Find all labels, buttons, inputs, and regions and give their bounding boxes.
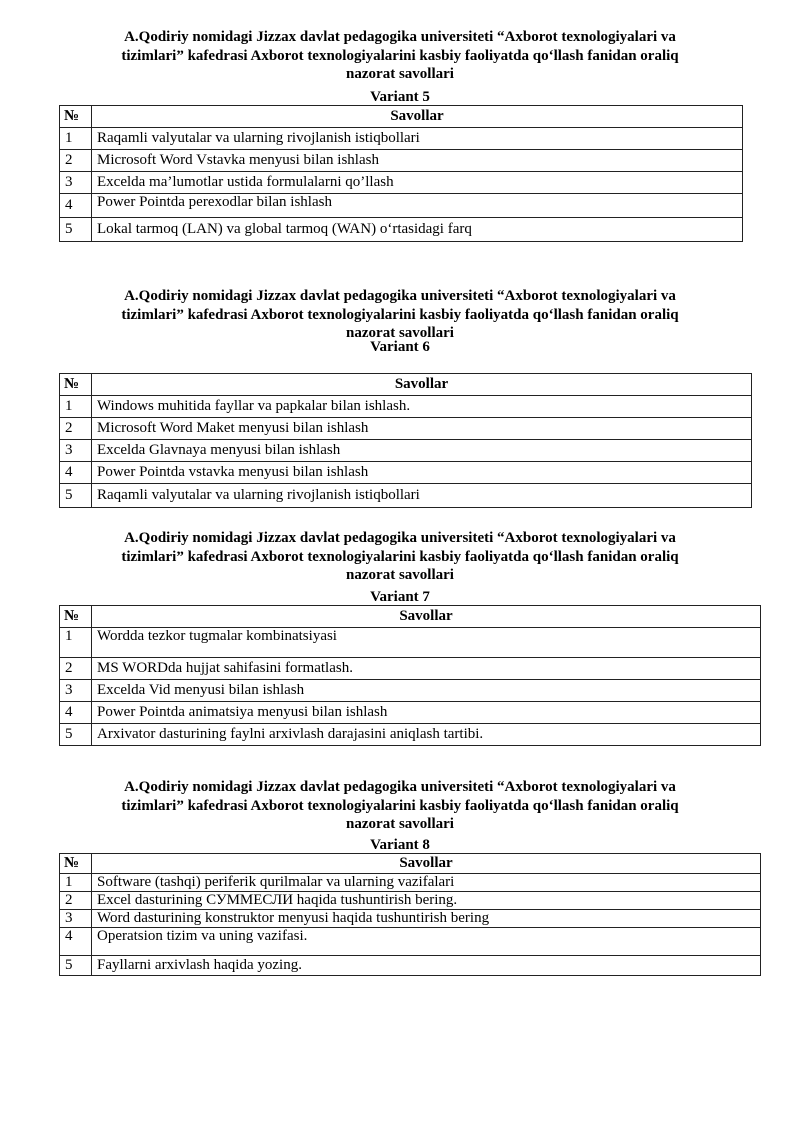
table-header-row — [60, 374, 752, 396]
questions-table — [59, 605, 761, 746]
heading-line: tizimlari” kafedrasi Axborot texnologiyalarini kasbiy faoliyatda qo‘llash fanidan oraliq — [121, 548, 679, 565]
variant-title: Variant 7 — [370, 589, 430, 605]
heading-line: nazorat savollari — [346, 816, 454, 832]
question-number: 5 — [60, 724, 92, 746]
table-row — [60, 150, 743, 172]
question-text: Arxivator dasturining faylni arxivlash darajasini aniqlash tartibi. — [92, 724, 761, 746]
heading-line: A.Qodiriy nomidagi Jizzax davlat pedagogika universiteti “Axborot texnologiyalari va — [124, 530, 676, 546]
table-row — [60, 484, 752, 508]
question-text: MS WORDda hujjat sahifasini formatlash. — [92, 658, 761, 680]
questions-header: Savollar — [92, 374, 752, 396]
number-header: № — [60, 606, 92, 628]
heading-line: nazorat savollari — [346, 325, 454, 341]
question-text: Microsoft Word Maket menyusi bilan ishlash — [92, 418, 752, 440]
table-row — [60, 680, 761, 702]
question-text: Software (tashqi) periferik qurilmalar va ularning vazifalari — [92, 874, 761, 892]
question-number: 2 — [60, 658, 92, 680]
table-row — [60, 396, 752, 418]
question-text: Power Pointda vstavka menyusi bilan ishlash — [92, 462, 752, 484]
question-number: 5 — [60, 218, 92, 242]
question-text: Excelda Vid menyusi bilan ishlash — [92, 680, 761, 702]
question-number: 5 — [60, 484, 92, 508]
question-number: 3 — [60, 172, 92, 194]
heading-line: tizimlari” kafedrasi Axborot texnologiyalarini kasbiy faoliyatda qo‘llash fanidan oraliq — [121, 306, 679, 323]
question-number: 2 — [60, 892, 92, 910]
question-text: Word dasturining konstruktor menyusi haqida tushuntirish bering — [92, 910, 761, 928]
table-header-row — [60, 854, 761, 874]
number-header: № — [60, 106, 92, 128]
question-number: 4 — [60, 928, 92, 956]
question-number: 2 — [60, 418, 92, 440]
table-row — [60, 440, 752, 462]
question-number: 1 — [60, 874, 92, 892]
question-text: Power Pointda perexodlar bilan ishlash — [92, 194, 743, 218]
table-row — [60, 910, 761, 928]
table-header-row — [60, 606, 761, 628]
question-number: 4 — [60, 702, 92, 724]
question-number: 4 — [60, 462, 92, 484]
table-row — [60, 128, 743, 150]
question-text: Windows muhitida fayllar va papkalar bilan ishlash. — [92, 396, 752, 418]
heading-line: nazorat savollari — [346, 66, 454, 82]
table-row — [60, 658, 761, 680]
question-text: Raqamli valyutalar va ularning rivojlanish istiqbollari — [92, 128, 743, 150]
question-text: Excelda ma’lumotlar ustida formulalarni qo’llash — [92, 172, 743, 194]
heading-line: tizimlari” kafedrasi Axborot texnologiyalarini kasbiy faoliyatda qo‘llash fanidan oraliq — [121, 47, 679, 64]
document-heading — [0, 778, 800, 834]
questions-table — [59, 853, 761, 976]
heading-line: nazorat savollari — [346, 567, 454, 583]
question-number: 5 — [60, 956, 92, 976]
heading-line: tizimlari” kafedrasi Axborot texnologiyalarini kasbiy faoliyatda qo‘llash fanidan oraliq — [121, 797, 679, 814]
number-header: № — [60, 374, 92, 396]
number-header: № — [60, 854, 92, 874]
table-row — [60, 702, 761, 724]
variant-title: Variant 6 — [370, 339, 430, 355]
question-number: 3 — [60, 910, 92, 928]
question-text: Power Pointda animatsiya menyusi bilan ishlash — [92, 702, 761, 724]
heading-line: A.Qodiriy nomidagi Jizzax davlat pedagogika universiteti “Axborot texnologiyalari va — [124, 779, 676, 795]
question-number: 3 — [60, 680, 92, 702]
table-row — [60, 956, 761, 976]
question-text: Wordda tezkor tugmalar kombinatsiyasi — [92, 628, 761, 658]
table-row — [60, 928, 761, 956]
questions-header: Savollar — [92, 606, 761, 628]
table-row — [60, 462, 752, 484]
question-number: 4 — [60, 194, 92, 218]
question-text: Microsoft Word Vstavka menyusi bilan ishlash — [92, 150, 743, 172]
question-number: 1 — [60, 396, 92, 418]
question-text: Fayllarni arxivlash haqida yozing. — [92, 956, 761, 976]
question-number: 1 — [60, 628, 92, 658]
question-number: 3 — [60, 440, 92, 462]
document-heading — [0, 287, 800, 343]
table-row — [60, 892, 761, 910]
questions-header: Savollar — [92, 854, 761, 874]
table-row — [60, 874, 761, 892]
question-number: 2 — [60, 150, 92, 172]
questions-table — [59, 373, 752, 508]
questions-table — [59, 105, 743, 242]
variant-title: Variant 5 — [370, 89, 430, 105]
table-row — [60, 218, 743, 242]
question-text: Excel dasturining СУММЕСЛИ haqida tushuntirish bering. — [92, 892, 761, 910]
table-row — [60, 418, 752, 440]
document-heading — [0, 28, 800, 84]
questions-header: Savollar — [92, 106, 743, 128]
table-header-row — [60, 106, 743, 128]
question-number: 1 — [60, 128, 92, 150]
question-text: Raqamli valyutalar va ularning rivojlanish istiqbollari — [92, 484, 752, 508]
question-text: Operatsion tizim va uning vazifasi. — [92, 928, 761, 956]
table-row — [60, 724, 761, 746]
heading-line: A.Qodiriy nomidagi Jizzax davlat pedagogika universiteti “Axborot texnologiyalari va — [124, 288, 676, 304]
table-row — [60, 628, 761, 658]
table-row — [60, 172, 743, 194]
variant-title: Variant 8 — [370, 837, 430, 853]
question-text: Excelda Glavnaya menyusi bilan ishlash — [92, 440, 752, 462]
heading-line: A.Qodiriy nomidagi Jizzax davlat pedagogika universiteti “Axborot texnologiyalari va — [124, 29, 676, 45]
table-row — [60, 194, 743, 218]
question-text: Lokal tarmoq (LAN) va global tarmoq (WAN) o‘rtasidagi farq — [92, 218, 743, 242]
document-heading — [0, 529, 800, 585]
